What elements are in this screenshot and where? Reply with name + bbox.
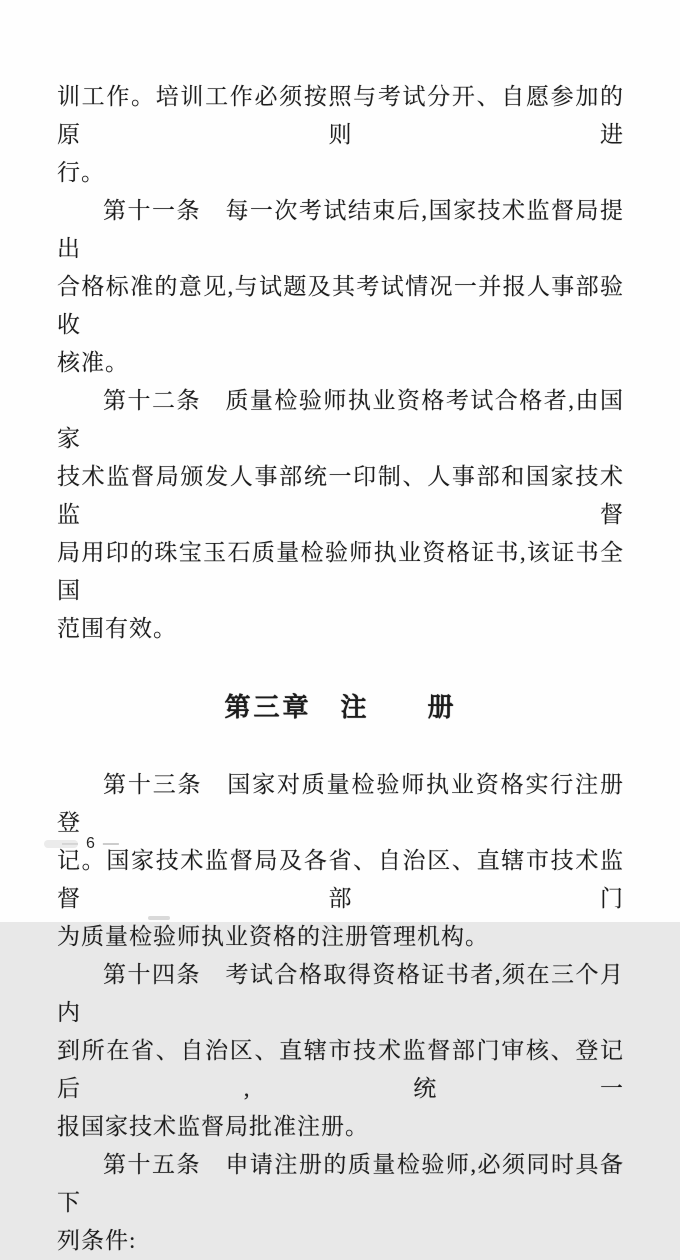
document-text-block — [57, 78, 624, 1260]
chapter-heading: 第三章 注 册 — [224, 692, 457, 722]
text-line: 列条件: — [57, 1228, 137, 1253]
text-line: 第十五条 申请注册的质量检验师,必须同时具备下 — [57, 1152, 624, 1215]
page-number-value: 6 — [86, 835, 97, 852]
text-line: 训工作。培训工作必须按照与考试分开、自愿参加的原则进 — [57, 84, 624, 147]
page-number-dash-left: — — [62, 835, 80, 852]
text-line: 记。国家技术监督局及各省、自治区、直辖市技术监督部门 — [57, 848, 624, 911]
text-line: 第十四条 考试合格取得资格证书者,须在三个月内 — [57, 962, 624, 1025]
scan-artifact — [44, 840, 78, 848]
text-line: 第十二条 质量检验师执业资格考试合格者,由国家 — [57, 388, 624, 451]
text-line: 第十三条 国家对质量检验师执业资格实行注册登 — [57, 772, 624, 835]
text-line: 到所在省、自治区、直辖市技术监督部门审核、登记后,统一 — [57, 1038, 624, 1101]
text-line: 第十一条 每一次考试结束后,国家技术监督局提出 — [57, 198, 624, 261]
text-line: 核准。 — [57, 350, 129, 375]
text-line: 局用印的珠宝玉石质量检验师执业资格证书,该证书全国 — [57, 540, 624, 603]
text-line: 范围有效。 — [57, 616, 177, 641]
page-number-dash-right: — — [102, 835, 121, 852]
text-line: 合格标准的意见,与试题及其考试情况一并报人事部验收 — [57, 274, 624, 337]
text-line: 报国家技术监督局批准注册。 — [57, 1114, 369, 1139]
scan-artifact — [148, 916, 170, 920]
text-line: 行。 — [57, 160, 105, 185]
text-line: 技术监督局颁发人事部统一印制、人事部和国家技术监督 — [57, 464, 624, 527]
text-line: 为质量检验师执业资格的注册管理机构。 — [57, 924, 489, 949]
